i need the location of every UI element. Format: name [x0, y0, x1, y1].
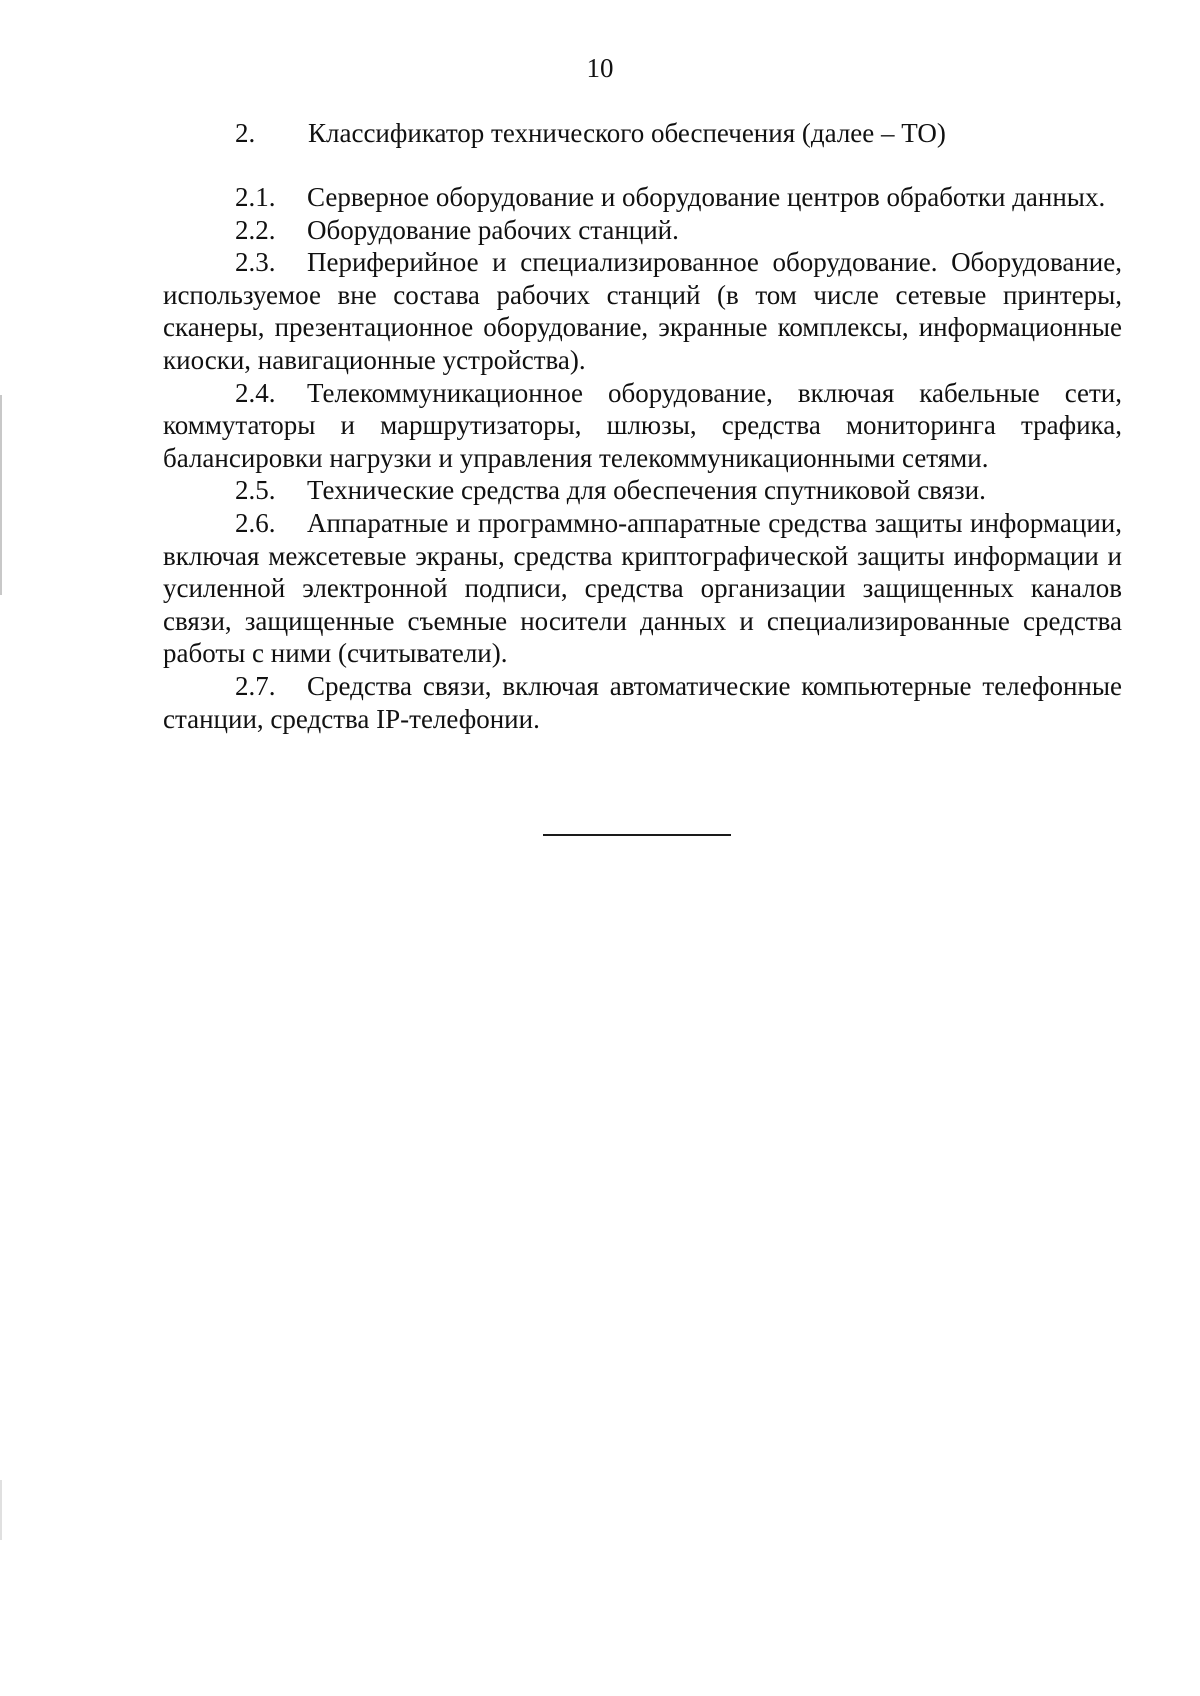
item-number: 2.7.	[235, 670, 276, 701]
item-number: 2.1.	[235, 182, 276, 212]
list-item	[163, 246, 1122, 376]
section-number: 2.	[235, 118, 256, 148]
list-item	[163, 214, 1122, 247]
list-item	[163, 377, 1122, 475]
item-text: Технические средства для обеспечения спутниковой связи.	[307, 475, 986, 506]
item-number: 2.3.	[235, 247, 276, 278]
item-number: 2.6.	[235, 507, 276, 538]
list-item	[163, 181, 1122, 214]
item-number: 2.5.	[235, 475, 276, 506]
end-of-section-rule	[543, 834, 731, 836]
scan-edge-mark	[0, 1480, 2, 1540]
item-text: Телекоммуникационное оборудование, включая кабельные сети, коммутаторы и маршрутизаторы, шлюзы, средства мониторинга трафика, балансировки нагрузки и управления телекоммуникационными сетями.	[163, 377, 1122, 473]
list-item	[163, 474, 1122, 507]
item-text: Серверное оборудование и оборудование центров обработки данных.	[307, 182, 1106, 212]
scan-edge-mark	[0, 395, 2, 595]
item-text: Периферийное и специализированное оборудование. Оборудование, используемое вне состава рабочих станций (в том числе сетевые принтеры, сканеры, презентационное оборудование, экранные комплексы, информационные киоски, навигационные устройства).	[163, 247, 1122, 375]
item-text: Аппаратные и программно-аппаратные средства защиты информации, включая межсетевые экраны, средства криптографической защиты информации и усиленной электронной подписи, средства организации защищенных каналов связи, защищенные съемные носители данных и специализированные средства работы с ними (считыватели).	[163, 507, 1122, 669]
item-text: Средства связи, включая автоматические компьютерные телефонные станции, средства IP-телефонии.	[163, 670, 1122, 734]
list-item	[163, 507, 1122, 670]
item-number: 2.2.	[235, 214, 276, 245]
page-number: 10	[586, 53, 614, 83]
section-title: Классификатор технического обеспечения (далее – ТО)	[308, 118, 946, 148]
item-number: 2.4.	[235, 377, 276, 408]
list-item	[163, 670, 1122, 735]
item-text: Оборудование рабочих станций.	[307, 214, 679, 245]
classifier-list	[163, 181, 1122, 735]
